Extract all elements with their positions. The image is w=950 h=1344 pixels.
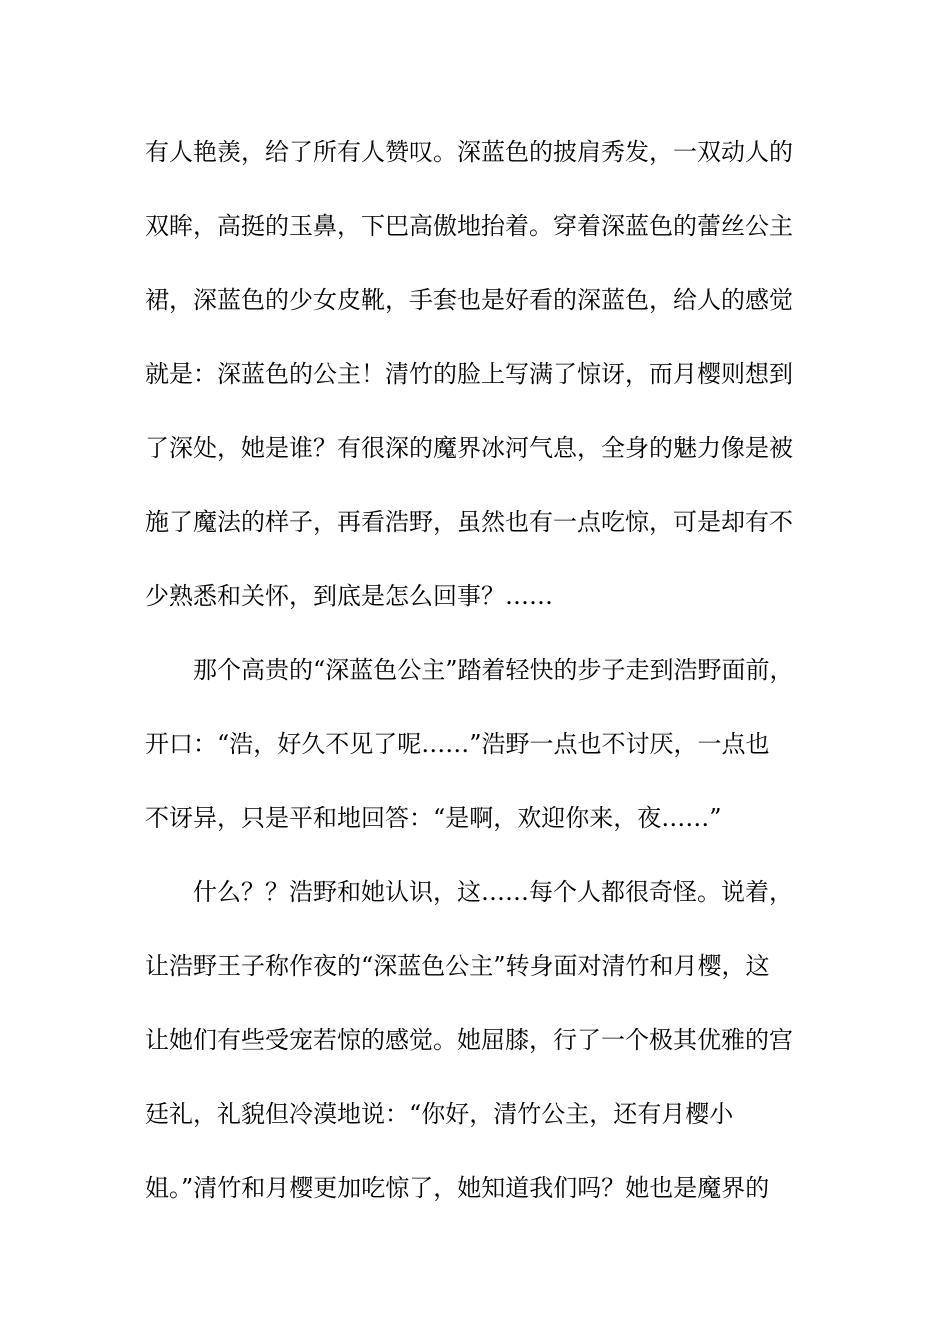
- text-line-10: 不讶异，只是平和地回答：“是啊，欢迎你来，夜……”: [145, 804, 722, 832]
- text-line-1: 有人艳羡，给了所有人赞叹。深蓝色的披肩秀发，一双动人的: [145, 138, 793, 166]
- text-line-9: 开口：“浩，好久不见了呢……”浩野一点也不讨厌，一点也: [145, 730, 770, 758]
- text-line-5: 了深处，她是谁？有很深的魔界冰河气息，全身的魅力像是被: [145, 434, 793, 462]
- text-line-11: 什么？？浩野和她认识，这……每个人都很奇怪。说着，: [193, 878, 793, 906]
- text-line-3: 裙，深蓝色的少女皮靴，手套也是好看的深蓝色，给人的感觉: [145, 286, 793, 314]
- text-line-14: 廷礼，礼貌但冷漠地说：“你好，清竹公主，还有月樱小: [145, 1100, 734, 1128]
- text-line-2: 双眸，高挺的玉鼻，下巴高傲地抬着。穿着深蓝色的蕾丝公主: [145, 212, 793, 240]
- text-line-12: 让浩野王子称作夜的“深蓝色公主”转身面对清竹和月樱，这: [145, 952, 770, 980]
- text-line-8: 那个高贵的“深蓝色公主”踏着轻快的步子走到浩野面前，: [193, 656, 794, 684]
- text-line-6: 施了魔法的样子，再看浩野，虽然也有一点吃惊，可是却有不: [145, 508, 793, 536]
- text-line-4: 就是：深蓝色的公主！清竹的脸上写满了惊讶，而月樱则想到: [145, 360, 793, 388]
- text-line-7: 少熟悉和关怀，到底是怎么回事？……: [145, 582, 553, 610]
- text-line-15: 姐。”清竹和月樱更加吃惊了，她知道我们吗？她也是魔界的: [145, 1174, 770, 1202]
- text-line-13: 让她们有些受宠若惊的感觉。她屈膝，行了一个极其优雅的宫: [145, 1026, 793, 1054]
